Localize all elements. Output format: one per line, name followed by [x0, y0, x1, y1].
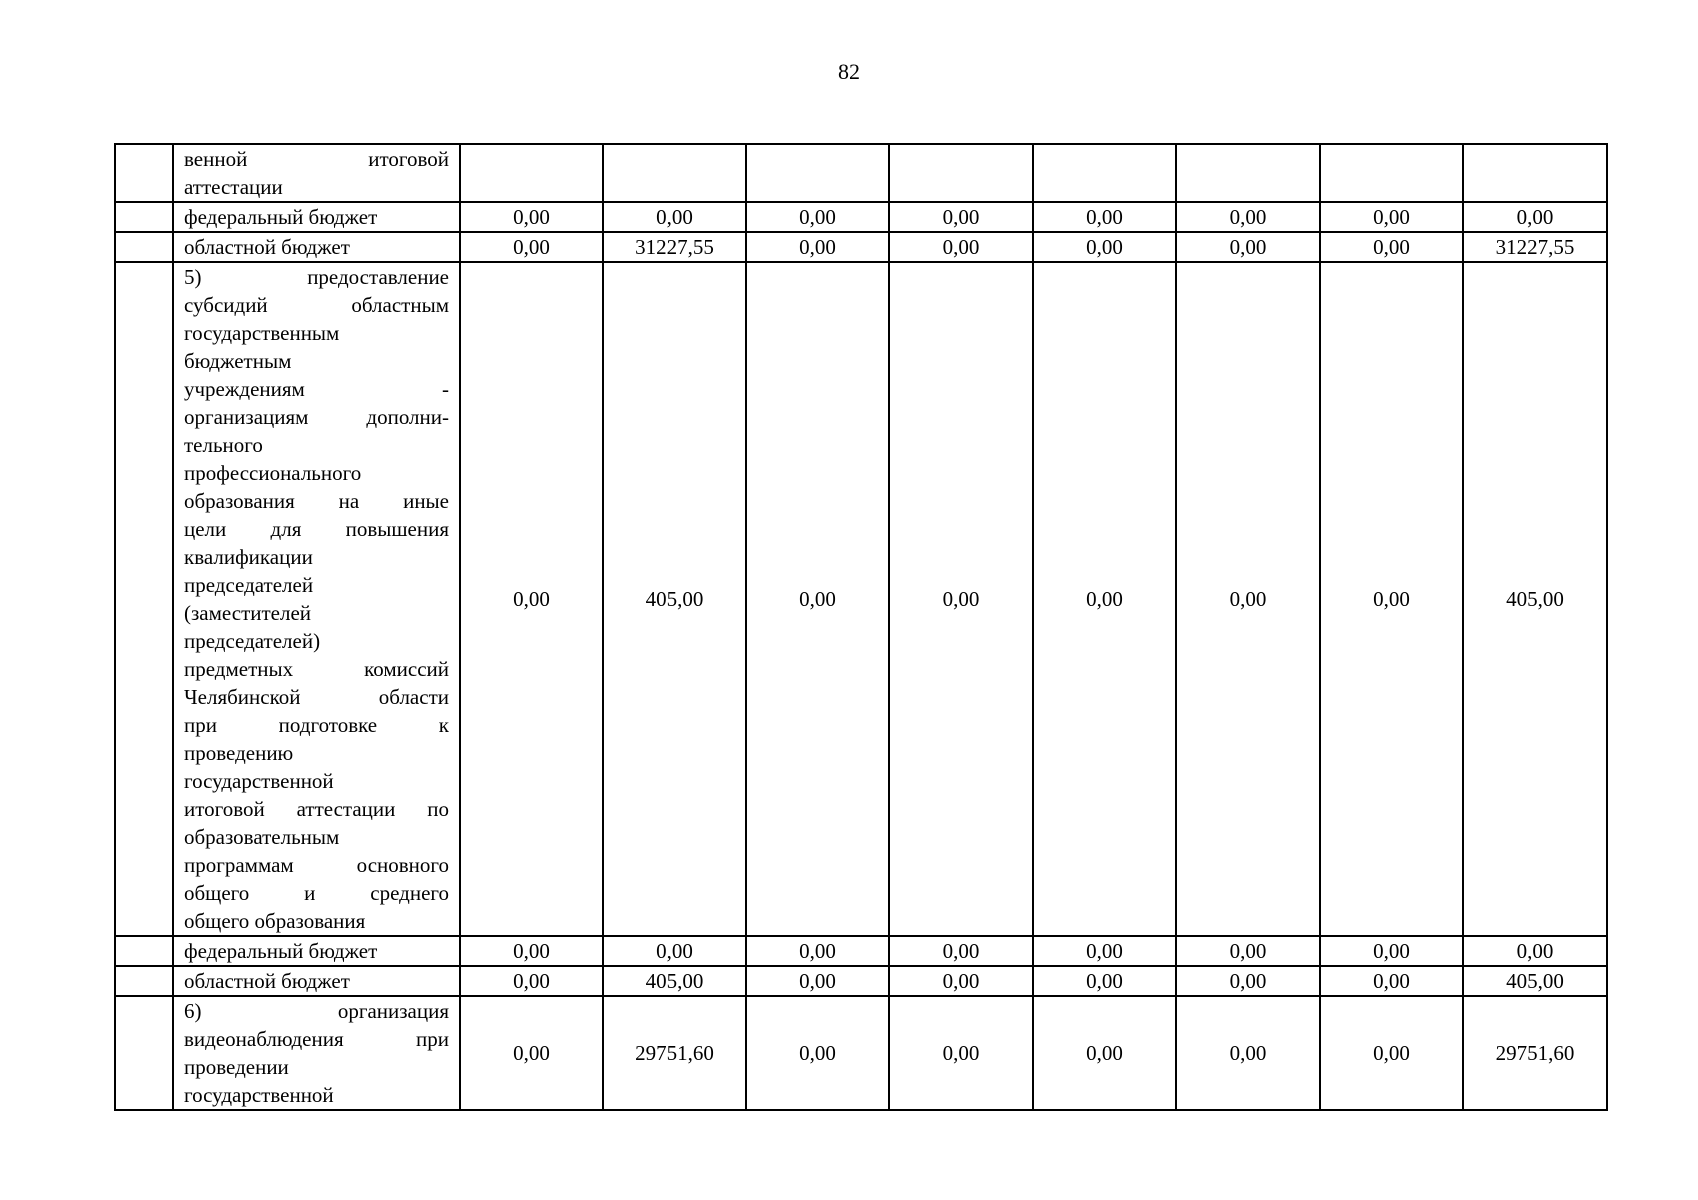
row-number-cell [115, 262, 173, 936]
description-line: при подготовке к [184, 713, 449, 737]
description-line: субсидий областным [184, 293, 449, 317]
row-number-cell [115, 232, 173, 262]
value-cell: 0,00 [1033, 966, 1176, 996]
page-number: 82 [838, 59, 860, 84]
value-cell: 0,00 [746, 966, 889, 996]
value-cell [1033, 144, 1176, 202]
budget-table [114, 143, 1608, 1111]
value-cell: 0,00 [1320, 232, 1463, 262]
description-cell [173, 144, 460, 202]
table-row [115, 966, 1607, 996]
row-number-cell [115, 996, 173, 1110]
table-row [115, 262, 1607, 936]
value-cell: 0,00 [889, 262, 1033, 936]
row-number-cell [115, 936, 173, 966]
description-line: организациям дополни- [184, 405, 449, 429]
value-cell: 0,00 [746, 936, 889, 966]
row-number-cell [115, 202, 173, 232]
value-cell: 0,00 [1176, 966, 1320, 996]
row-number-cell [115, 144, 173, 202]
description-line: председателей [184, 573, 314, 597]
description-line: аттестации [184, 175, 283, 199]
value-cell: 0,00 [603, 202, 746, 232]
description-line: проведению [184, 741, 294, 765]
value-cell: 0,00 [1320, 262, 1463, 936]
description-line: итоговой аттестации по [184, 797, 449, 821]
description-line: областной бюджет [184, 235, 350, 259]
description-cell [173, 202, 460, 232]
value-cell: 0,00 [460, 232, 603, 262]
value-cell: 0,00 [889, 202, 1033, 232]
value-cell: 0,00 [1320, 966, 1463, 996]
value-cell: 0,00 [1463, 202, 1607, 232]
value-cell: 0,00 [889, 966, 1033, 996]
value-cell: 405,00 [603, 966, 746, 996]
value-cell: 0,00 [746, 202, 889, 232]
value-cell: 29751,60 [1463, 996, 1607, 1110]
description-line: общего и среднего [184, 881, 449, 905]
value-cell [1463, 144, 1607, 202]
description-line: профессионального [184, 461, 362, 485]
description-line: предметных комиссий [184, 657, 449, 681]
value-cell: 0,00 [1176, 232, 1320, 262]
description-line: общего образования [184, 909, 366, 933]
table-row [115, 232, 1607, 262]
value-cell: 0,00 [1463, 936, 1607, 966]
description-line: Челябинской области [184, 685, 449, 709]
value-cell [889, 144, 1033, 202]
description-cell [173, 232, 460, 262]
description-line: программам основного [184, 853, 449, 877]
value-cell: 0,00 [460, 966, 603, 996]
value-cell: 0,00 [1320, 202, 1463, 232]
description-line: областной бюджет [184, 969, 350, 993]
description-cell [173, 936, 460, 966]
value-cell: 0,00 [1176, 262, 1320, 936]
table-row [115, 144, 1607, 202]
value-cell: 0,00 [1033, 936, 1176, 966]
value-cell: 0,00 [1033, 262, 1176, 936]
description-line: федеральный бюджет [184, 205, 378, 229]
value-cell [746, 144, 889, 202]
value-cell: 0,00 [1033, 202, 1176, 232]
description-line: государственной [184, 1083, 334, 1107]
value-cell: 0,00 [460, 262, 603, 936]
table-row [115, 202, 1607, 232]
value-cell: 0,00 [746, 996, 889, 1110]
value-cell: 0,00 [1176, 936, 1320, 966]
value-cell: 405,00 [603, 262, 746, 936]
description-cell [173, 996, 460, 1110]
value-cell: 0,00 [746, 262, 889, 936]
description-line: квалификации [184, 545, 313, 569]
description-line: тельного [184, 433, 263, 457]
table-row [115, 936, 1607, 966]
value-cell: 0,00 [1176, 202, 1320, 232]
value-cell: 0,00 [889, 936, 1033, 966]
value-cell [1176, 144, 1320, 202]
description-cell [173, 262, 460, 936]
table-body [115, 144, 1607, 1110]
description-line: 5) предоставление [184, 265, 449, 289]
value-cell: 0,00 [1176, 996, 1320, 1110]
row-number-cell [115, 966, 173, 996]
description-line: (заместителей [184, 601, 312, 625]
value-cell: 0,00 [1320, 936, 1463, 966]
value-cell: 0,00 [1033, 996, 1176, 1110]
description-line: 6) организация [184, 999, 449, 1023]
value-cell: 0,00 [460, 996, 603, 1110]
value-cell: 31227,55 [603, 232, 746, 262]
description-cell [173, 966, 460, 996]
value-cell: 0,00 [889, 232, 1033, 262]
value-cell: 0,00 [603, 936, 746, 966]
value-cell: 0,00 [460, 202, 603, 232]
description-line: цели для повышения [184, 517, 449, 541]
value-cell: 29751,60 [603, 996, 746, 1110]
description-line: учреждениям - [184, 377, 449, 401]
table-row [115, 996, 1607, 1110]
value-cell: 0,00 [1320, 996, 1463, 1110]
value-cell: 405,00 [1463, 966, 1607, 996]
description-line: председателей) [184, 629, 321, 653]
description-line: бюджетным [184, 349, 292, 373]
value-cell [460, 144, 603, 202]
description-line: проведении [184, 1055, 289, 1079]
description-line: венной итоговой [184, 147, 449, 171]
description-line: образовательным [184, 825, 340, 849]
value-cell: 31227,55 [1463, 232, 1607, 262]
description-line: государственным [184, 321, 340, 345]
value-cell: 0,00 [460, 936, 603, 966]
value-cell: 0,00 [1033, 232, 1176, 262]
value-cell: 405,00 [1463, 262, 1607, 936]
value-cell: 0,00 [889, 996, 1033, 1110]
value-cell: 0,00 [746, 232, 889, 262]
description-line: государственной [184, 769, 334, 793]
value-cell [1320, 144, 1463, 202]
description-line: видеонаблюдения при [184, 1027, 449, 1051]
description-line: образования на иные [184, 489, 449, 513]
description-line: федеральный бюджет [184, 939, 378, 963]
value-cell [603, 144, 746, 202]
